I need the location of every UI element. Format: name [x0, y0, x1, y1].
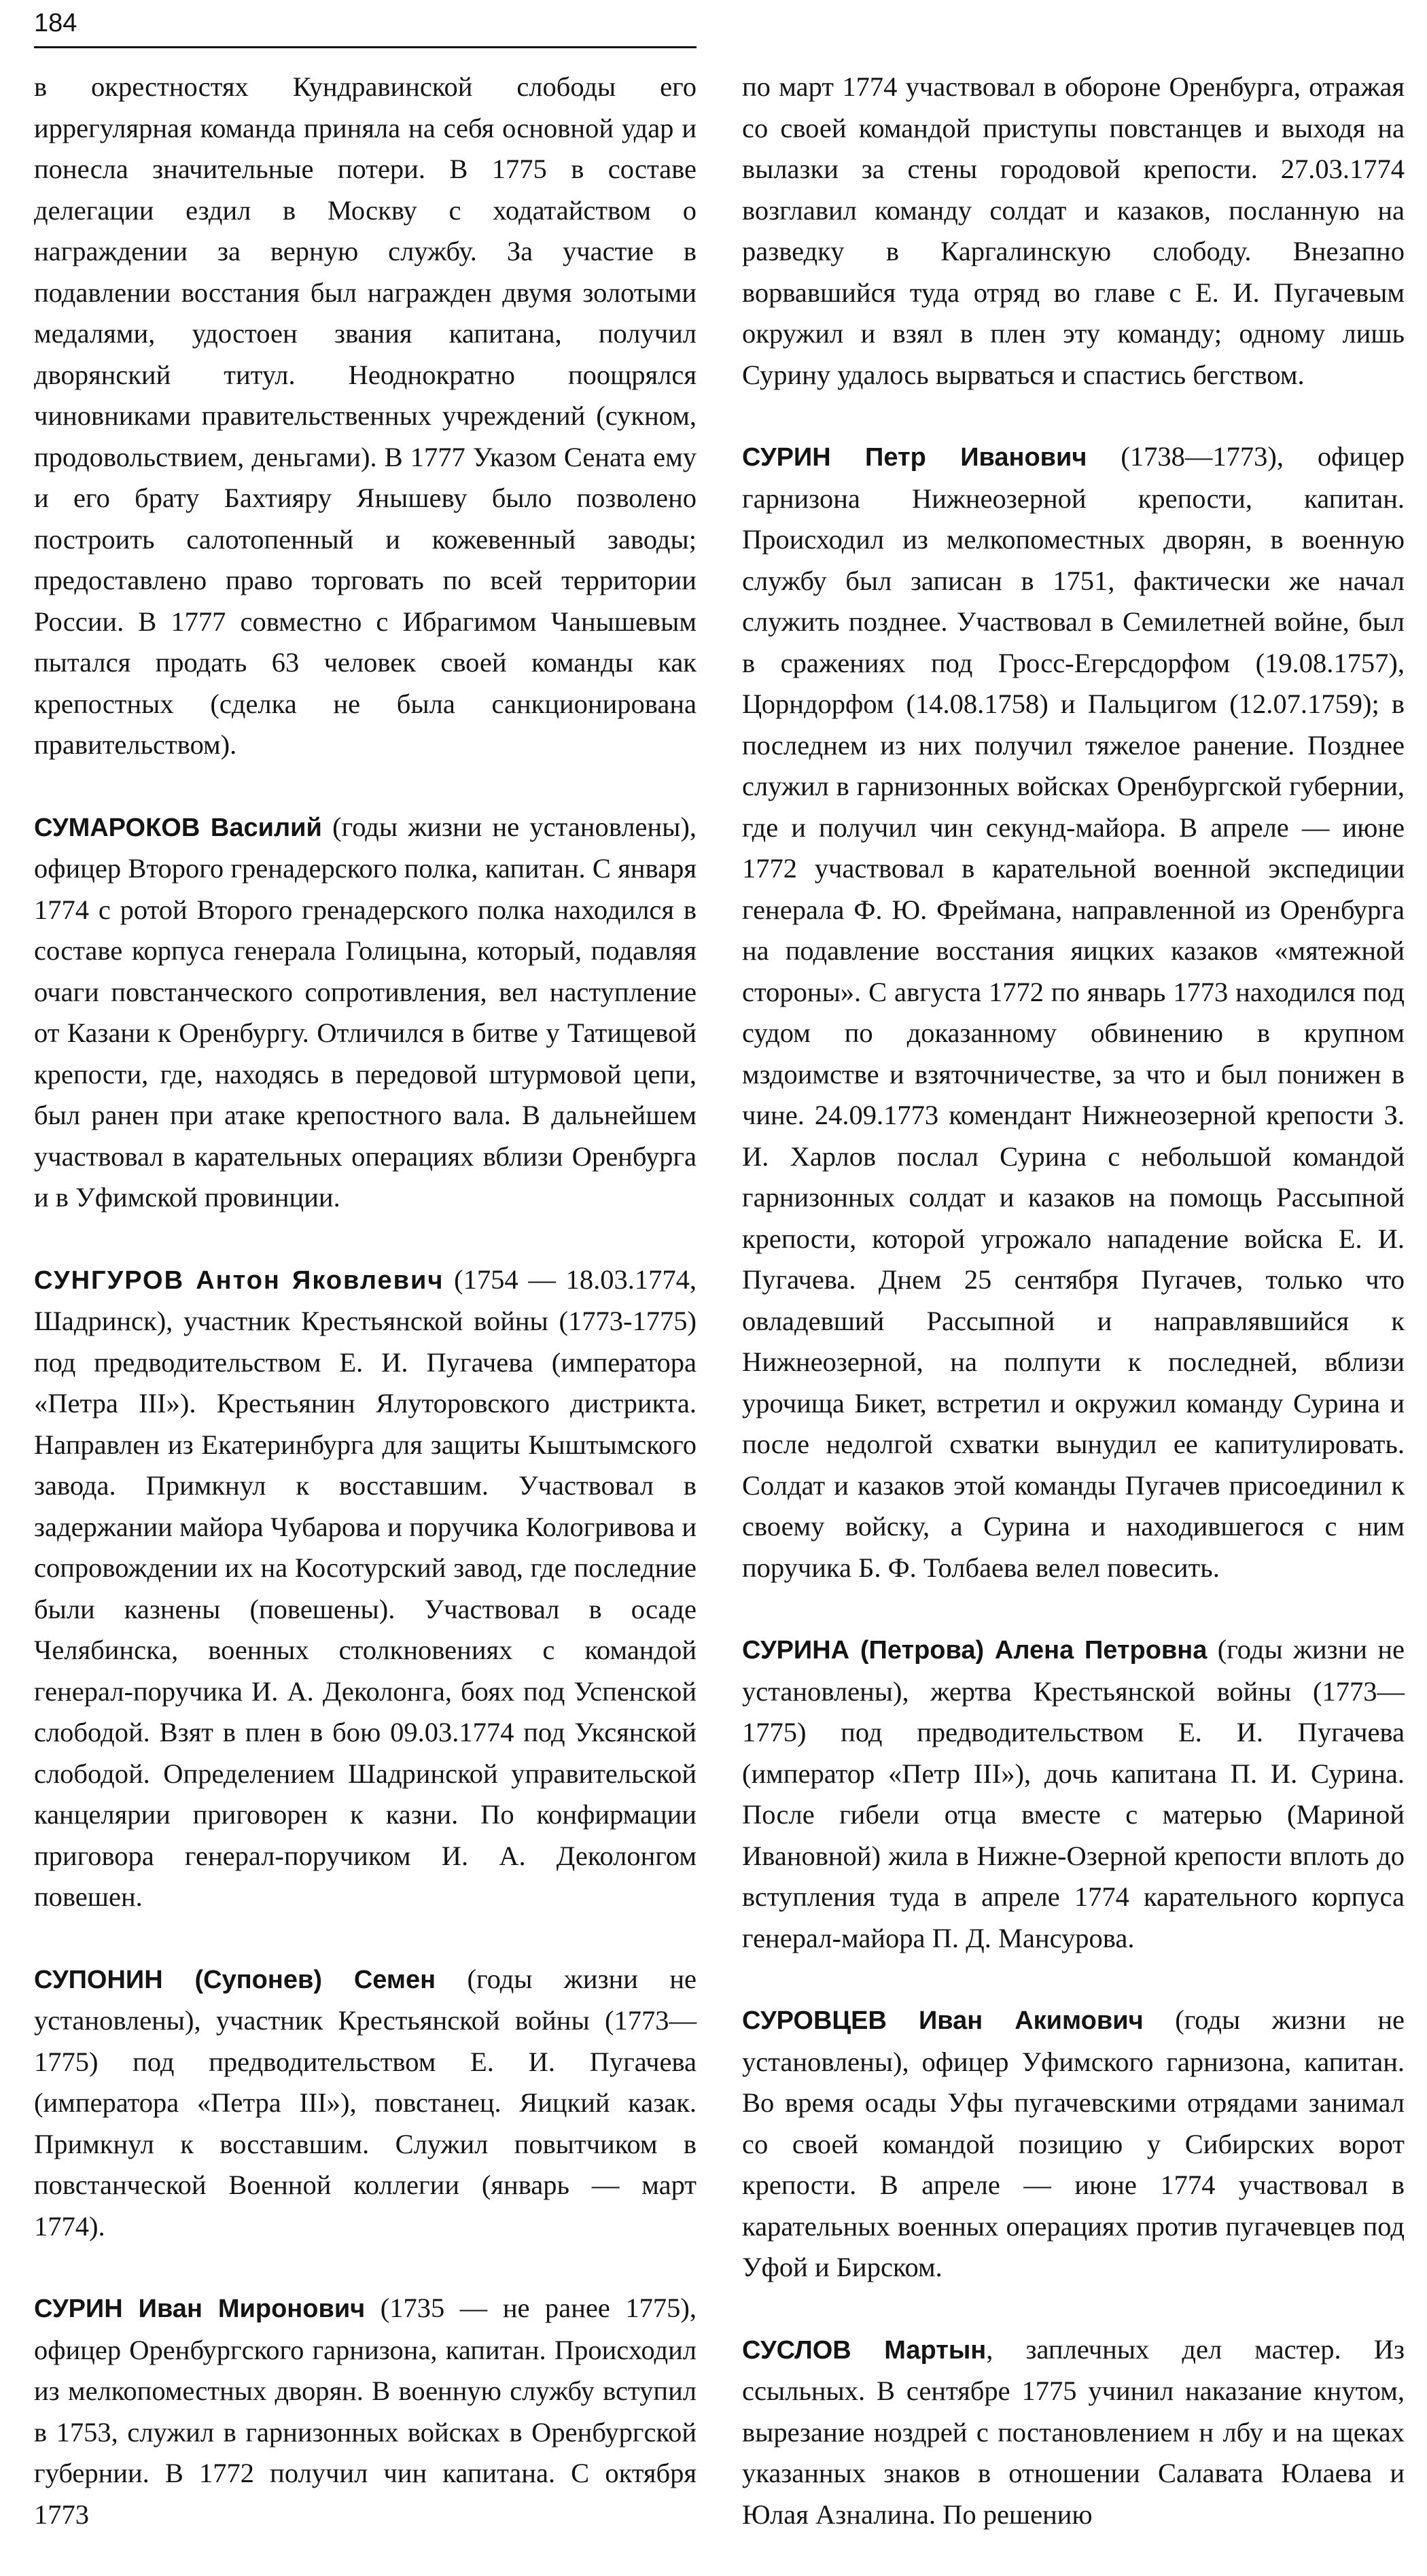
entry-text: , заплечных дел мастер. Из ссыльных. В сентябре 1775 учинил наказание кнутом, вырезание ноздрей с постановлением н лбу и на щеках указанных знаков в отношении Салавата Юлаева и Юлая Азналина. По решению — [742, 2333, 1405, 2530]
header-rule — [34, 46, 697, 48]
entry-continuation — [742, 67, 1405, 396]
entry-text: по март 1774 участвовал в обороне Оренбурга, отражая со своей командой приступы повстанцев и выходя на вылазки за стены городовой крепости. 27.03.1774 возглавил команду солдат и казаков, посланную на разведку в Каргалинскую слободу. Внезапно ворвавшийся туда отряд во главе с Е. И. Пугачевым окружил и взял в плен эту команду; одному лишь Сурину удалось вырваться и спастись бегством. — [742, 71, 1405, 390]
entry-name: СУРИН Петр Иванович — [742, 443, 1087, 472]
entry-surovtsev — [742, 2000, 1405, 2288]
entry-name: СУРИН Иван Миронович — [34, 2295, 366, 2323]
entry-sumarokov — [34, 807, 697, 1219]
entry-surin-petr — [742, 436, 1405, 1588]
entry-suslov — [742, 2329, 1405, 2536]
entry-text: (годы жизни не установлены), жертва Крестьянской войны (1773—1775) под предводительством Е. И. Пугачева (император «Петр III»), дочь капитана П. И. Сурина. После гибели отца вместе с матерью (Мариной Ивановной) жила в Нижне-Озерной крепости вплоть до вступления туда в апреле 1774 карательного корпуса генерал-майора П. Д. Мансурова. — [742, 1634, 1405, 1953]
entry-name: СУНГУРОВ Антон Яковлевич — [34, 1266, 444, 1295]
entry-text: (1738—1773), офицер гарнизона Нижнеозерной крепости, капитан. Происходил из мелкопоместных дворян, в военную службу был записан в 1751, фактически же начал служить позднее. Участвовал в Семилетней войне, был в сражениях под Гросс-Егерсдорфом (19.08.1757), Цорндорфом (14.08.1758) и Пальцигом (12.07.1759); в последнем из них получил тяжелое ранение. Позднее служил в гарнизонных войсках Оренбургской губернии, где и получил чин секунд-майора. В апреле — июне 1772 участвовал в карательной военной экспедиции генерала Ф. Ю. Фреймана, направленной из Оренбурга на подавление восстания яицких казаков «мятежной стороны». С августа 1772 по январь 1773 находился под судом по доказанному обвинению в крупном мздоимстве и взяточничестве, за что и был понижен в чине. 24.09.1773 комендант Нижнеозерной крепости З. И. Харлов послал Сурина с небольшой командой гарнизонных солдат и казаков на помощь Рассыпной крепости, которой угрожало нападение войска Е. И. Пугачева. Днем 25 сентября Пугачев, только что овладевший Рассыпной и направлявшийся к Нижнеозерной, на полпути к последней, вблизи урочища Бикет, встретил и окружил команду Сурина и после недолгой схватки вынудил ее капитулировать. Солдат и казаков этой команды Пугачев присоединил к своему войску, а Сурина и находившегося с ним поручика Б. Ф. Толбаева велел повесить. — [742, 441, 1405, 1583]
entry-text: (1735 — не ранее 1775), офицер Оренбургского гарнизона, капитан. Происходил из мелкопоместных дворян. В военную службу вступил в 1753, служил в гарнизонных войсках в Оренбургской губернии. В 1772 получил чин капитана. С октября 1773 — [34, 2293, 697, 2530]
page-number: 184 — [34, 9, 77, 37]
entry-text: (1754 — 18.03.1774, Шадринск), участник Крестьянской войны (1773-1775) под предводительством Е. И. Пугачева (императора «Петра III»). Крестьянин Ялуторовского дистрикта. Направлен из Екатеринбурга для защиты Кыштымского завода. Примкнул к восставшим. Участвовал в задержании майора Чубарова и поручика Кологривова и сопровождении их на Косотурский завод, где последние были казнены (повешены). Участвовал в осаде Челябинска, военных столкновениях с командой генерал-поручика И. А. Деколонга, боях под Успенской слободой. Взят в плен в бою 09.03.1774 под Уксянской слободой. Определением Шадринской управительской канцелярии приговорен к казни. По конфирмации приговора генерал-поручиком И. А. Деколонгом повешен. — [34, 1264, 697, 1912]
entry-name: СУРОВЦЕВ Иван Акимович — [742, 2006, 1144, 2035]
entry-name: СУМАРОКОВ Василий — [34, 813, 322, 842]
left-column — [34, 67, 697, 2576]
entry-text: (годы жизни не установлены), участник Крестьянской войны (1773—1775) под предводительством Е. И. Пугачева (императора «Петра III»), повстанец. Яицкий казак. Примкнул к восставшим. Служил повытчиком в повстанческой Военной коллегии (январь — март 1774). — [34, 1963, 697, 2242]
entry-suponin — [34, 1959, 697, 2248]
entry-name: СУПОНИН (Супонев) Семен — [34, 1965, 436, 1994]
entry-name: СУРИНА (Петрова) Алена Петровна — [742, 1636, 1208, 1665]
right-column — [742, 67, 1405, 2576]
entry-name: СУСЛОВ Мартын — [742, 2335, 987, 2365]
entry-continuation — [34, 67, 697, 766]
entry-text: в окрестностях Кундравинской слободы его иррегулярная команда приняла на себя основной удар и понесла значительные потери. В 1775 в составе делегации ездил в Москву с ходатайством о награждении за верную службу. За участие в подавлении восстания был награжден двумя золотыми медалями, удостоен звания капитана, получил дворянский титул. Неоднократно поощрялся чиновниками правительственных учреждений (сукном, продовольствием, деньгами). В 1777 Указом Сената ему и его брату Бахтияру Янышеву было позволено построить салотопенный и кожевенный заводы; предоставлено право торговать по всей территории России. В 1777 совместно с Ибрагимом Чанышевым пытался продать 63 человек своей команды как крепостных (сделка не была санкционирована правительством). — [34, 71, 697, 760]
entry-surina-alena — [742, 1629, 1405, 1959]
entry-surin-ivan — [34, 2288, 697, 2535]
entry-text: (годы жизни не установлены), офицер Уфимского гарнизона, капитан. Во время осады Уфы пугачевскими отрядами занимал со своей командой позицию у Сибирских ворот крепости. В апреле — июне 1774 участвовал в карательных военных операциях против пугачевцев под Уфой и Бирском. — [742, 2004, 1405, 2282]
entry-sungurov — [34, 1259, 697, 1918]
entry-text: (годы жизни не установлены), офицер Второго гренадерского полка, капитан. С января 1774 с ротой Второго гренадерского полка находился в составе корпуса генерала Голицына, который, подавляя очаги повстанческого сопротивления, вел наступление от Казани к Оренбургу. Отличился в битве у Татищевой крепости, где, находясь в передовой штурмовой цепи, был ранен при атаке крепостного вала. В дальнейшем участвовал в карательных операциях вблизи Оренбурга и в Уфимской провинции. — [34, 811, 697, 1213]
